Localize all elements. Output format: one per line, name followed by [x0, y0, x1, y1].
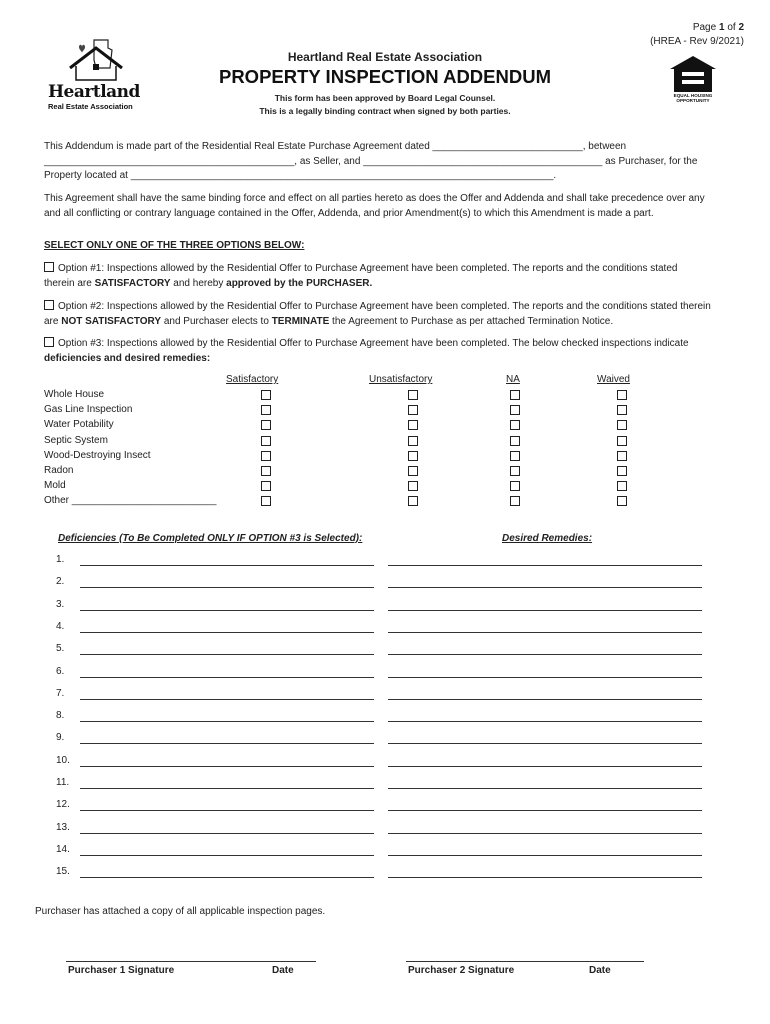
remedy-line[interactable]	[388, 632, 702, 633]
deficiency-line[interactable]	[80, 810, 374, 811]
revision-label: (HREA - Rev 9/2021)	[650, 36, 744, 47]
row-number: 14.	[56, 843, 70, 855]
checkbox-unsatisfactory[interactable]	[408, 405, 418, 415]
binding-note: This is a legally binding contract when signed by both parties.	[259, 106, 511, 116]
checkbox-na[interactable]	[510, 405, 520, 415]
org-name: Heartland Real Estate Association	[287, 50, 483, 64]
inspection-label: Septic System	[44, 434, 108, 446]
row-number: 2.	[56, 576, 65, 588]
purchaser-1-signature-label: Purchaser 1 Signature	[68, 965, 175, 976]
checkbox-satisfactory[interactable]	[261, 390, 271, 400]
remedy-line[interactable]	[388, 565, 702, 566]
col-na: NA	[506, 374, 520, 385]
page-title: PROPERTY INSPECTION ADDENDUM	[218, 66, 551, 87]
date-1-label: Date	[272, 965, 294, 976]
remedy-line[interactable]	[388, 699, 702, 700]
row-number: 6.	[56, 665, 65, 677]
remedy-line[interactable]	[388, 788, 702, 789]
remedies-heading: Desired Remedies:	[502, 533, 593, 544]
row-number: 5.	[56, 643, 65, 655]
deficiency-line[interactable]	[80, 632, 374, 633]
checkbox-waived[interactable]	[617, 496, 627, 506]
remedy-line[interactable]	[388, 610, 702, 611]
remedy-line[interactable]	[388, 855, 702, 856]
binding-paragraph: This Agreement shall have the same binding force and effect on all parties hereto as does the Offer and Addenda and shall take precedence over any and all conflicting or contrary language contained in the Offer, Addenda, and prior Amendment(s) to which this Amendment is made a part.	[44, 193, 705, 219]
checkbox-unsatisfactory[interactable]	[408, 390, 418, 400]
remedy-line[interactable]	[388, 677, 702, 678]
deficiency-line[interactable]	[80, 699, 374, 700]
row-number: 1.	[56, 554, 65, 565]
deficiency-line[interactable]	[80, 766, 374, 767]
deficiency-line[interactable]	[80, 855, 374, 856]
intro-paragraph: This Addendum is made part of the Residential Real Estate Purchase Agreement dated ___________________________, between _____________________________________________, as Seller, and ___________________________________________ as Purchaser, for the Property located at ____________________________________________________________________________.	[44, 141, 698, 181]
checkbox-waived[interactable]	[617, 466, 627, 476]
checkbox-unsatisfactory[interactable]	[408, 451, 418, 461]
logo-wordmark: Heartland	[48, 82, 140, 102]
deficiency-line[interactable]	[80, 565, 374, 566]
page-info: Page 1 of 2 (HREA - Rev 9/2021)	[650, 22, 744, 47]
checkbox-satisfactory[interactable]	[261, 436, 271, 446]
row-number: 9.	[56, 732, 65, 744]
col-satisfactory: Satisfactory	[226, 374, 279, 385]
deficiency-line[interactable]	[80, 721, 374, 722]
checkbox-unsatisfactory[interactable]	[408, 466, 418, 476]
deficiencies-heading: Deficiencies (To Be Completed ONLY IF OPTION #3 is Selected):	[58, 533, 363, 544]
deficiency-line[interactable]	[80, 610, 374, 611]
checkbox-na[interactable]	[510, 436, 520, 446]
row-number: 4.	[56, 620, 65, 632]
logo-subtitle: Real Estate Association	[48, 102, 133, 111]
checkbox-na[interactable]	[510, 496, 520, 506]
checkbox-na[interactable]	[510, 451, 520, 461]
remedy-line[interactable]	[388, 721, 702, 722]
deficiency-line[interactable]	[80, 833, 374, 834]
date-2-label: Date	[589, 965, 611, 976]
checkbox-waived[interactable]	[617, 420, 627, 430]
attached-note: Purchaser has attached a copy of all applicable inspection pages.	[35, 906, 326, 917]
row-number: 8.	[56, 710, 65, 722]
col-unsatisfactory: Unsatisfactory	[369, 374, 433, 385]
row-number: 10.	[56, 754, 70, 766]
checkbox-satisfactory[interactable]	[261, 466, 271, 476]
remedy-line[interactable]	[388, 810, 702, 811]
equal-housing-icon	[668, 55, 718, 93]
inspection-label: Gas Line Inspection	[44, 404, 133, 416]
option-1: Option #1: Inspections allowed by the Residential Offer to Purchase Agreement have been completed. The reports and the conditions stated therein are SATISFACTORY and hereby approved by the PURCHASER.	[44, 263, 678, 289]
inspection-label: Water Potability	[44, 419, 114, 431]
deficiency-line[interactable]	[80, 877, 374, 878]
deficiency-line[interactable]	[80, 677, 374, 678]
checkbox-waived[interactable]	[617, 451, 627, 461]
option-2: Option #2: Inspections allowed by the Residential Offer to Purchase Agreement have been completed. The reports and the conditions stated therein are NOT SATISFACTORY and Purchaser elects to TERMINATE the Agreement to Purchase as per attached Termination Notice.	[44, 301, 711, 327]
remedy-line[interactable]	[388, 587, 702, 588]
checkbox-na[interactable]	[510, 466, 520, 476]
select-heading: SELECT ONLY ONE OF THE THREE OPTIONS BELOW:	[44, 240, 305, 251]
option-3: Option #3: Inspections allowed by the Residential Offer to Purchase Agreement have been completed. The below checked inspections indicate deficiencies and desired remedies:	[44, 338, 689, 364]
row-number: 7.	[56, 687, 65, 699]
inspection-label: Radon	[44, 465, 74, 476]
checkbox-na[interactable]	[510, 420, 520, 430]
approval-note: This form has been approved by Board Legal Counsel.	[274, 93, 496, 103]
checkbox-satisfactory[interactable]	[261, 405, 271, 415]
checkbox-unsatisfactory[interactable]	[408, 481, 418, 491]
inspection-label: Wood-Destroying Insect	[44, 449, 151, 461]
inspection-label: Other __________________________	[44, 495, 217, 507]
remedy-line[interactable]	[388, 654, 702, 655]
purchaser-1-signature-line[interactable]	[66, 961, 316, 962]
checkbox-satisfactory[interactable]	[261, 481, 271, 491]
deficiency-line[interactable]	[80, 654, 374, 655]
checkbox-satisfactory[interactable]	[261, 451, 271, 461]
checkbox-waived[interactable]	[617, 405, 627, 415]
remedy-line[interactable]	[388, 877, 702, 878]
row-number: 11.	[56, 777, 70, 788]
purchaser-2-signature-line[interactable]	[406, 961, 644, 962]
equal-housing-logo: EQUAL HOUSING OPPORTUNITY	[665, 55, 721, 107]
row-number: 12.	[56, 799, 70, 811]
remedy-line[interactable]	[388, 743, 702, 744]
remedy-line[interactable]	[388, 833, 702, 834]
checkbox-unsatisfactory[interactable]	[408, 436, 418, 446]
inspection-label: Whole House	[44, 389, 105, 400]
checkbox-unsatisfactory[interactable]	[408, 496, 418, 506]
option-1-checkbox[interactable]	[44, 262, 54, 272]
deficiency-line[interactable]	[80, 743, 374, 744]
checkbox-waived[interactable]	[617, 390, 627, 400]
row-number: 15.	[56, 866, 70, 878]
inspection-label: Mold	[44, 480, 66, 492]
purchaser-2-signature-label: Purchaser 2 Signature	[408, 965, 515, 976]
checkbox-na[interactable]	[510, 390, 520, 400]
checkbox-satisfactory[interactable]	[261, 496, 271, 506]
checkbox-waived[interactable]	[617, 481, 627, 491]
option-3-checkbox[interactable]	[44, 337, 54, 347]
deficiency-line[interactable]	[80, 788, 374, 789]
checkbox-na[interactable]	[510, 481, 520, 491]
row-number: 13.	[56, 821, 70, 833]
option-2-checkbox[interactable]	[44, 300, 54, 310]
row-number: 3.	[56, 598, 65, 610]
remedy-line[interactable]	[388, 766, 702, 767]
checkbox-satisfactory[interactable]	[261, 420, 271, 430]
checkbox-waived[interactable]	[617, 436, 627, 446]
checkbox-unsatisfactory[interactable]	[408, 420, 418, 430]
deficiency-line[interactable]	[80, 587, 374, 588]
col-waived: Waived	[597, 374, 630, 385]
